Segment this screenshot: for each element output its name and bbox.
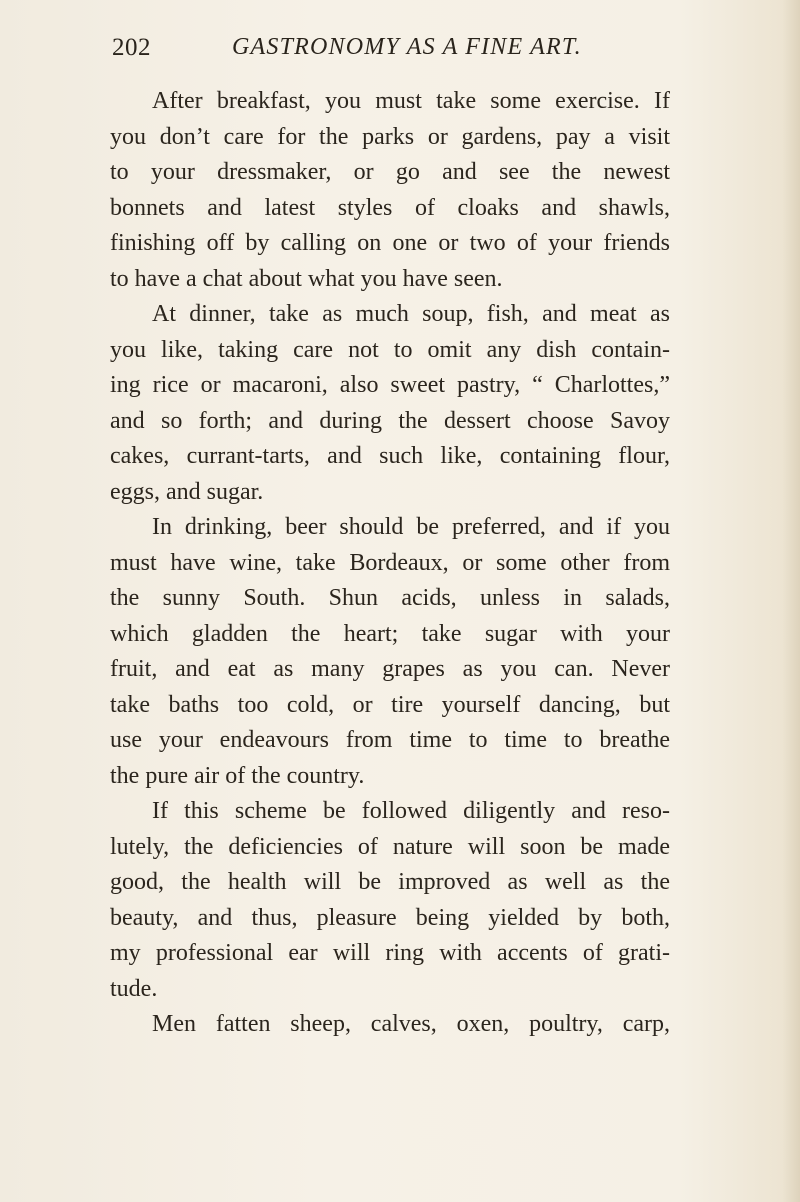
page-edge-shadow <box>782 0 800 1202</box>
text-line: and so forth; and during the dessert choose Savoy <box>110 407 670 434</box>
text-line: to have a chat about what you have seen. <box>110 265 503 292</box>
text-line: cakes, currant-tarts, and such like, containing flour, <box>110 443 670 469</box>
text-line: Men fatten sheep, calves, oxen, poultry, carp, <box>152 1011 670 1037</box>
text-line: In drinking, beer should be preferred, and if you <box>152 514 670 540</box>
text-line: must have wine, take Bordeaux, or some other from <box>110 549 670 576</box>
body-text <box>110 84 670 1043</box>
running-head <box>112 34 672 74</box>
text-line: ing rice or macaroni, also sweet pastry, “ Charlottes,” <box>110 372 670 398</box>
text-line: you like, taking care not to omit any dish contain- <box>110 336 670 363</box>
text-line: At dinner, take as much soup, fish, and meat as <box>152 301 670 327</box>
text-line: eggs, and sugar. <box>110 478 264 505</box>
text-line: which gladden the heart; take sugar with your <box>110 620 670 647</box>
text-line: After breakfast, you must take some exercise. If <box>152 88 670 114</box>
text-line: the sunny South. Shun acids, unless in salads, <box>110 585 670 611</box>
text-line: to your dressmaker, or go and see the newest <box>110 159 670 185</box>
text-line: good, the health will be improved as well as the <box>110 869 670 895</box>
text-line: take baths too cold, or tire yourself dancing, but <box>110 691 670 718</box>
text-line: beauty, and thus, pleasure being yielded by both, <box>110 904 670 931</box>
text-line: my professional ear will ring with accents of grati- <box>110 940 670 966</box>
text-line: If this scheme be followed diligently and reso- <box>152 798 670 824</box>
text-line: fruit, and eat as many grapes as you can. Never <box>110 656 670 682</box>
text-line: the pure air of the country. <box>110 762 365 789</box>
text-line: tude. <box>110 975 158 1002</box>
text-line: lutely, the deficiencies of nature will soon be made <box>110 833 670 860</box>
text-line: finishing off by calling on one or two of your friends <box>110 230 670 256</box>
text-line: you don’t care for the parks or gardens, pay a visit <box>110 123 670 150</box>
text-line: bonnets and latest styles of cloaks and shawls, <box>110 194 670 221</box>
text-line: use your endeavours from time to time to breathe <box>110 727 670 753</box>
page-number: 202 <box>112 34 151 61</box>
running-title: GASTRONOMY AS A FINE ART. <box>232 34 582 60</box>
